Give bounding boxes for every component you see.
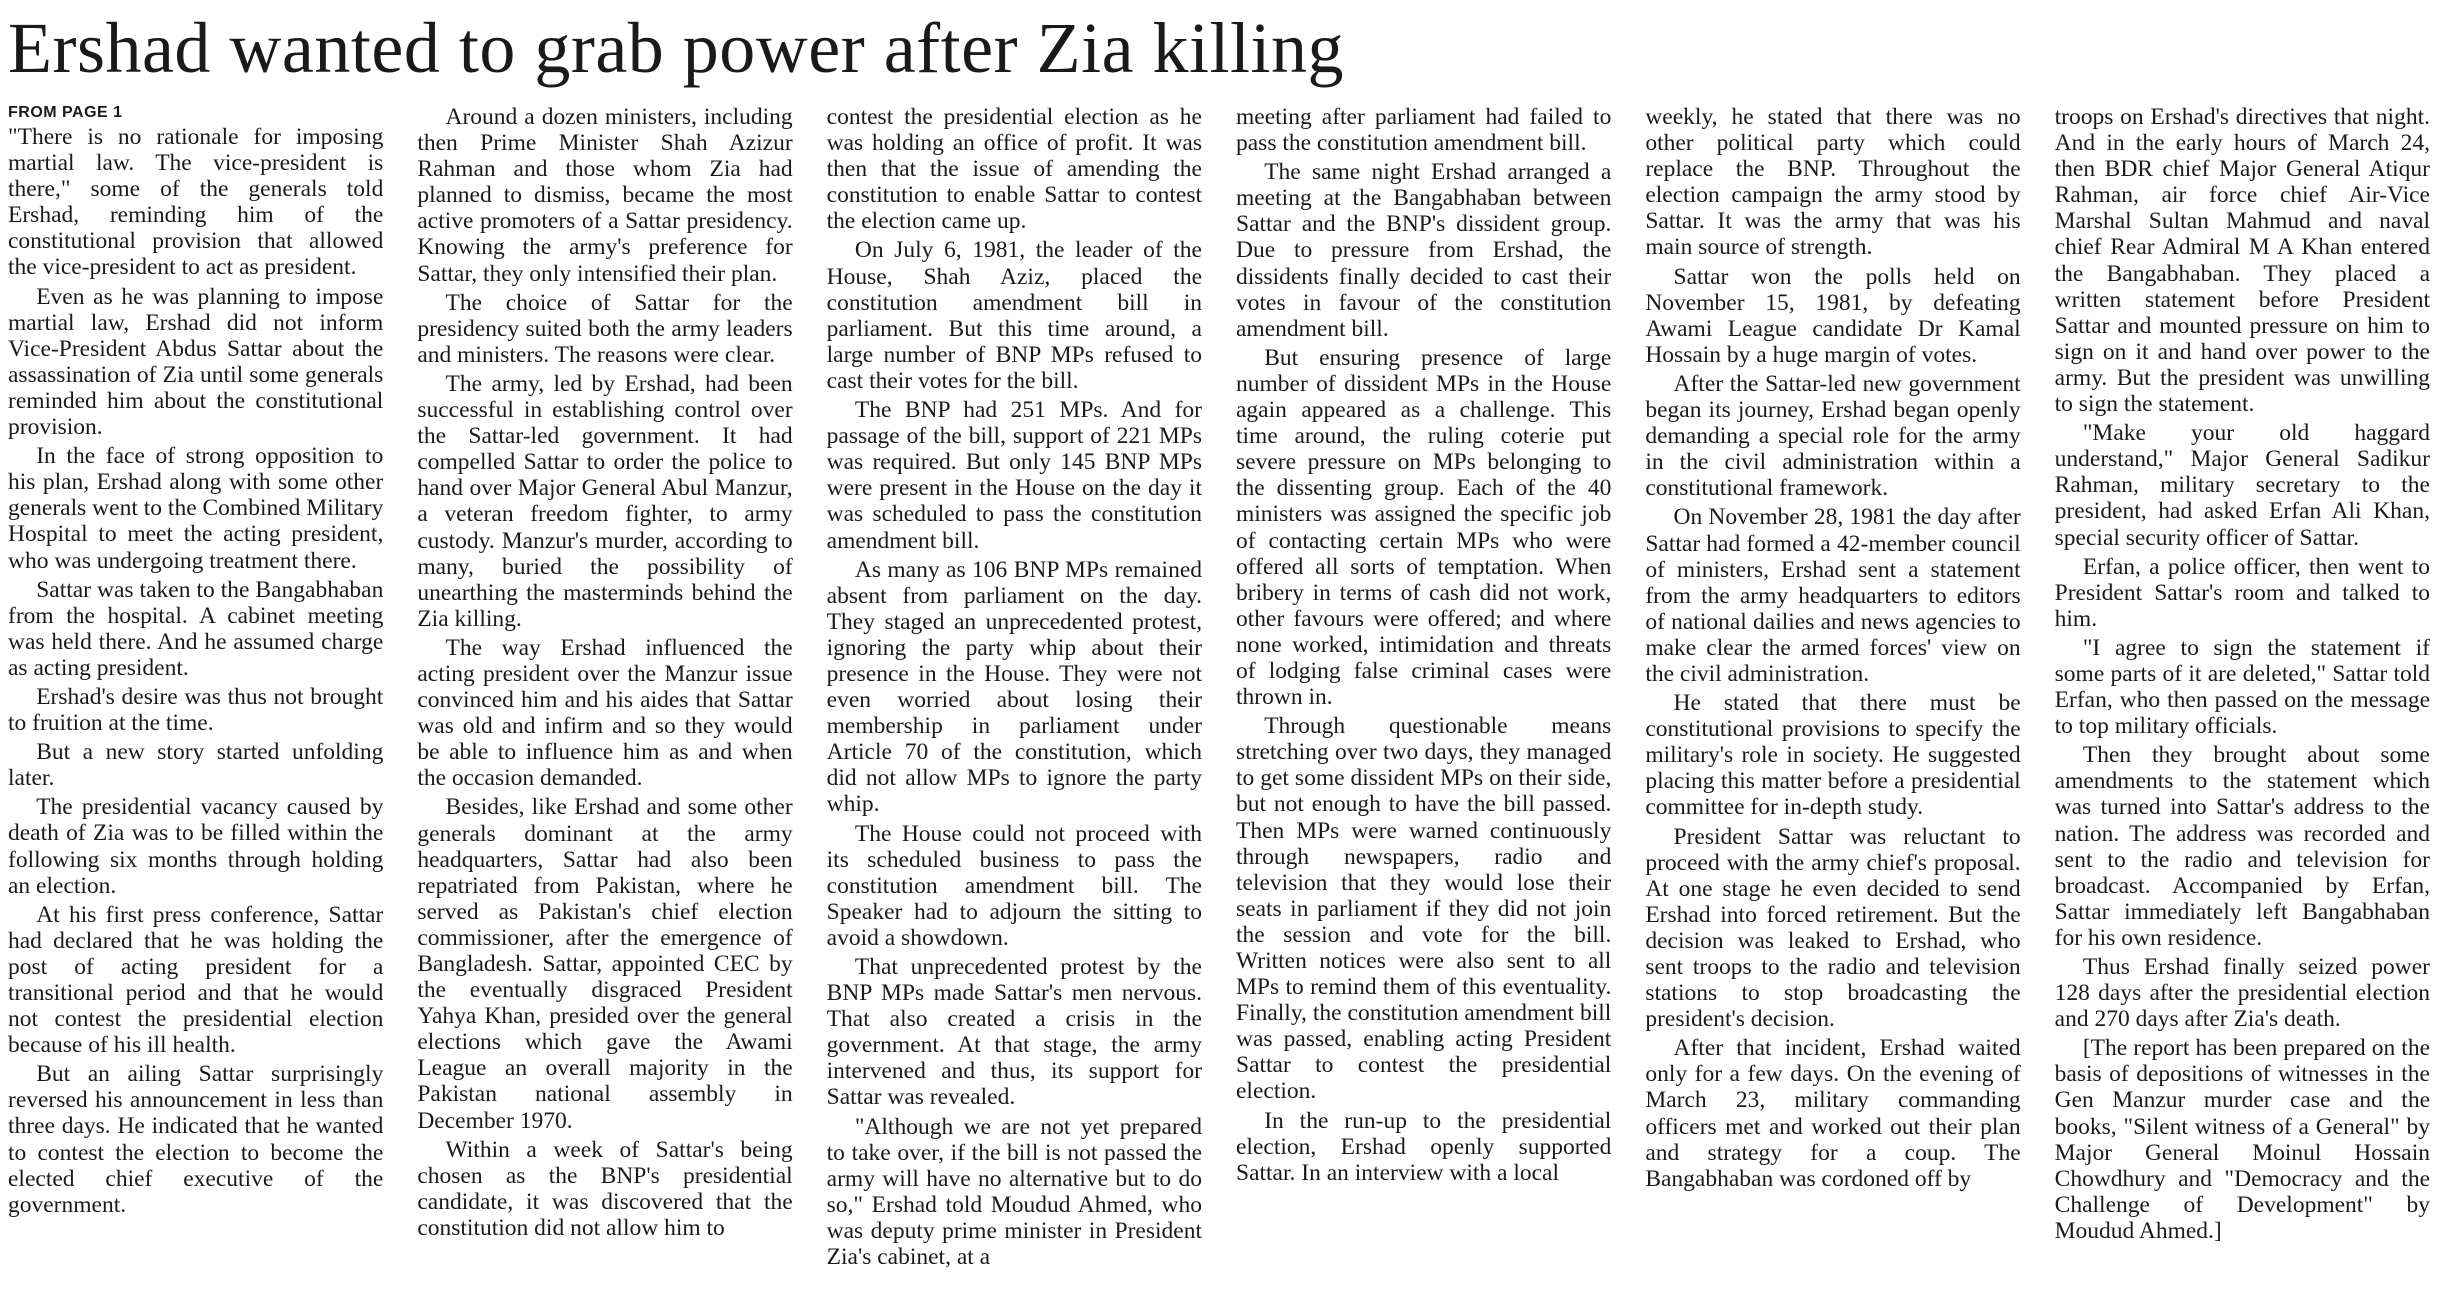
paragraph: In the run-up to the presidential election, Ershad openly supported Sattar. In an interview with a local — [1236, 1107, 1612, 1186]
paragraph: On November 28, 1981 the day after Sattar had formed a 42-member council of ministers, Ershad sent a statement from the army headquarters to editors of national dailies and news agencies to make clear the armed forces' view on the civil administration. — [1645, 504, 2021, 687]
kicker: FROM PAGE 1 — [8, 104, 123, 121]
paragraph: Through questionable means stretching over two days, they managed to get some dissident MPs on their side, but not enough to have the bill passed. Then MPs were warned continuously through newspapers, radio and television that they would lose their seats in parliament if they did not join the session and vote for the bill. Written notices were also sent to all MPs to remind them of this eventuality. Finally, the constitution amendment bill was passed, enabling acting President Sattar to contest the presidential election. — [1236, 713, 1612, 1105]
paragraph: On July 6, 1981, the leader of the House, Shah Aziz, placed the constitution amendment bill in parliament. But this time around, a large number of BNP MPs refused to cast their votes for the bill. — [826, 237, 1202, 394]
paragraph: "Make your old haggard understand," Major General Sadikur Rahman, military secretary to the president, had asked Erfan Ali Khan, special security officer of Sattar. — [2054, 420, 2430, 551]
paragraph: That unprecedented protest by the BNP MPs made Sattar's men nervous. That also created a crisis in the government. At that stage, the army intervened and thus, its support for Sattar was revealed. — [826, 954, 1202, 1111]
paragraph: As many as 106 BNP MPs remained absent from parliament on the day. They staged an unprecedented protest, ignoring the party whip about their presence in the House. They were not even worried about losing their membership in parliament under Article 70 of the constitution, which did not allow MPs to ignore the party whip. — [826, 556, 1202, 818]
paragraph: The House could not proceed with its scheduled business to pass the constitution amendment bill. The Speaker had to adjourn the sitting to avoid a showdown. — [826, 820, 1202, 951]
paragraph: "There is no rationale for imposing martial law. The vice-president is there," some of the generals told Ershad, reminding him of the constitutional provision that allowed the vice-president to act as president. — [8, 124, 384, 281]
paragraph: But a new story started unfolding later. — [8, 739, 384, 792]
column-6 — [2055, 104, 2430, 1284]
paragraph: But ensuring presence of large number of dissident MPs in the House again appeared as a challenge. This time around, the ruling coterie put severe pressure on MPs belonging to the dissenting group. Each of the 40 ministers was assigned the specific job of contacting certain MPs who were offered all sorts of temptation. When bribery in terms of cash did not work, other favours were offered; and where none worked, intimidation and threats of lodging false criminal cases were thrown in. — [1236, 344, 1612, 711]
paragraph: The way Ershad influenced the acting president over the Manzur issue convinced him and his aides that Sattar was old and infirm and so they would be able to influence him as and when the occasion demanded. — [417, 634, 793, 792]
paragraph: Thus Ershad finally seized power 128 days after the presidential election and 270 days after Zia's death. — [2054, 954, 2430, 1033]
paragraph: troops on Ershad's directives that night. And in the early hours of March 24, then BDR chief Major General Atiqur Rahman, air force chief Air-Vice Marshal Sultan Mahmud and naval chief Rear Admiral M A Khan entered the Bangabhaban. They placed a written statement before President Sattar and mounted pressure on him to sign on it and hand over power to the army. But the president was unwilling to sign the statement. — [2054, 104, 2430, 418]
paragraph: The choice of Sattar for the presidency suited both the army leaders and ministers. The reasons were clear. — [417, 289, 793, 368]
paragraph: President Sattar was reluctant to proceed with the army chief's proposal. At one stage he even decided to send Ershad into forced retirement. But the decision was leaked to Ershad, who sent troops to the radio and television stations to stop broadcasting the president's decision. — [1645, 823, 2021, 1033]
column-3 — [827, 104, 1202, 1284]
paragraph: Within a week of Sattar's being chosen as the BNP's presidential candidate, it was discovered that the constitution did not allow him to — [417, 1136, 793, 1241]
paragraph: He stated that there must be constitutional provisions to specify the military's role in society. He suggested placing this matter before a presidential committee for in-depth study. — [1645, 690, 2021, 821]
paragraph: Even as he was planning to impose martial law, Ershad did not inform Vice-President Abdus Sattar about the assassination of Zia until some generals reminded him about the constitutional provision. — [8, 283, 384, 441]
column-2 — [417, 104, 792, 1284]
paragraph: meeting after parliament had failed to pass the constitution amendment bill. — [1236, 104, 1612, 157]
paragraph: Erfan, a police officer, then went to President Sattar's room and talked to him. — [2054, 553, 2430, 632]
column-1 — [8, 104, 383, 1284]
column-4 — [1236, 104, 1611, 1284]
paragraph: "I agree to sign the statement if some parts of it are deleted," Sattar told Erfan, who then passed on the message to top military officials. — [2054, 634, 2430, 740]
paragraph: "Although we are not yet prepared to take over, if the bill is not passed the army will have no alternative but to do so," Ershad told Moudud Ahmed, who was deputy prime minister in President Zia's cabinet, at a — [826, 1113, 1202, 1271]
paragraph: After that incident, Ershad waited only for a few days. On the evening of March 23, military commanding officers met and worked out their plan and strategy for a coup. The Bangabhaban was cordoned off by — [1645, 1035, 2021, 1192]
paragraph: The presidential vacancy caused by death of Zia was to be filled within the following six months through holding an election. — [8, 794, 384, 899]
paragraph: Sattar was taken to the Bangabhaban from the hospital. A cabinet meeting was held there. And he assumed charge as acting president. — [8, 576, 384, 681]
paragraph: Besides, like Ershad and some other generals dominant at the army headquarters, Sattar had also been repatriated from Pakistan, where he served as Pakistan's chief election commissioner, after the emergence of Bangladesh. Sattar, appointed CEC by the eventually disgraced President Yahya Khan, presided over the general elections which gave the Awami League an overall majority in the Pakistan national assembly in December 1970. — [417, 794, 793, 1134]
paragraph: Around a dozen ministers, including then Prime Minister Shah Azizur Rahman and those whom Zia had planned to dismiss, became the most active promoters of a Sattar presidency. Knowing the army's preference for Sattar, they only intensified their plan. — [417, 104, 793, 287]
article-body — [8, 104, 2430, 1284]
paragraph: [The report has been prepared on the basis of depositions of witnesses in the Gen Manzur murder case and the books, "Silent witness of a General" by Major General Moinul Hossain Chowdhury and "Democracy and the Challenge of Development" by Moudud Ahmed.] — [2054, 1035, 2430, 1244]
paragraph: After the Sattar-led new government began its journey, Ershad began openly demanding a special role for the army in the civil administration within a constitutional framework. — [1645, 370, 2021, 502]
column-5 — [1645, 104, 2020, 1284]
paragraph: The army, led by Ershad, had been successful in establishing control over the Sattar-led government. It had compelled Sattar to order the police to hand over Major General Abul Manzur, a veteran freedom fighter, to army custody. Manzur's murder, according to many, buried the possibility of unearthing the masterminds behind the Zia killing. — [417, 370, 793, 632]
paragraph: Ershad's desire was thus not brought to fruition at the time. — [8, 683, 384, 737]
paragraph: Then they brought about some amendments to the statement which was turned into Sattar's address to the nation. The address was recorded and sent to the radio and television for broadcast. Accompanied by Erfan, Sattar immediately left Bangabhaban for his own residence. — [2054, 742, 2430, 951]
headline: Ershad wanted to grab power after Zia killing — [8, 8, 1345, 88]
paragraph: But an ailing Sattar surprisingly reversed his announcement in less than three days. He indicated that he wanted to contest the election to become the elected chief executive of the government. — [8, 1061, 384, 1218]
paragraph: Sattar won the polls held on November 15, 1981, by defeating Awami League candidate Dr Kamal Hossain by a huge margin of votes. — [1645, 263, 2021, 368]
paragraph: contest the presidential election as he was holding an office of profit. It was then that the issue of amending the constitution to enable Sattar to contest the election came up. — [826, 104, 1202, 235]
paragraph: The BNP had 251 MPs. And for passage of the bill, support of 221 MPs was required. But only 145 BNP MPs were present in the House on the day it was scheduled to pass the constitution amendment bill. — [826, 397, 1202, 554]
paragraph: At his first press conference, Sattar had declared that he was holding the post of acting president for a transitional period and that he would not contest the presidential election because of his ill health. — [8, 901, 384, 1059]
paragraph: In the face of strong opposition to his plan, Ershad along with some other generals went to the Combined Military Hospital to meet the acting president, who was undergoing treatment there. — [8, 443, 384, 574]
paragraph: The same night Ershad arranged a meeting at the Bangabhaban between Sattar and the BNP's dissident group. Due to pressure from Ershad, the dissidents finally decided to cast their votes in favour of the constitution amendment bill. — [1236, 159, 1612, 342]
paragraph: weekly, he stated that there was no other political party which could replace the BNP. Throughout the election campaign the army stood by Sattar. It was the army that was his main source of strength. — [1645, 104, 2021, 261]
